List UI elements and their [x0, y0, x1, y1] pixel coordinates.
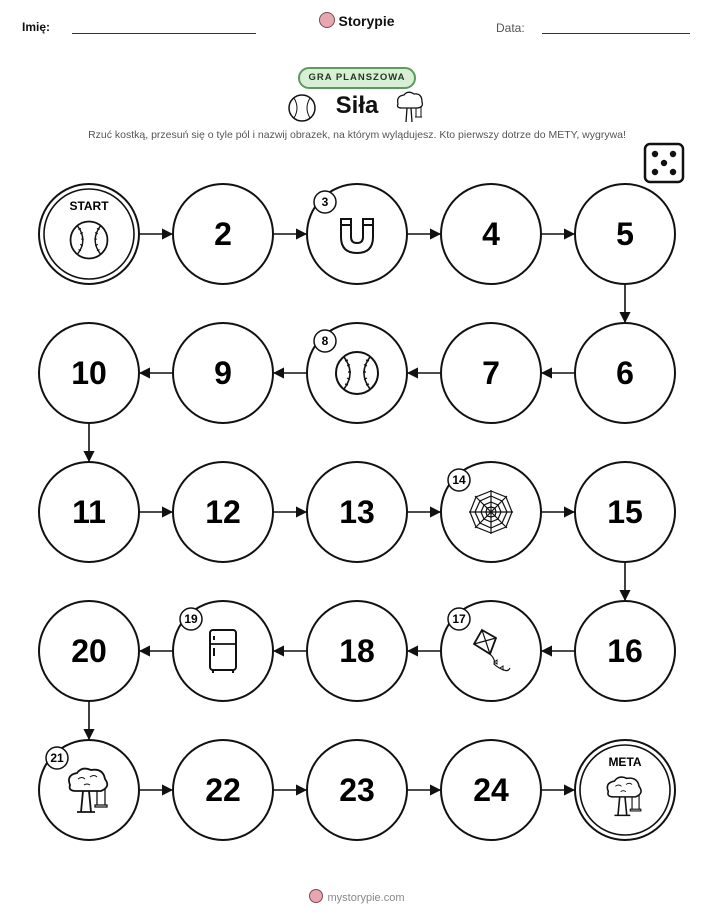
- space-number: 13: [339, 494, 375, 530]
- instructions: Rzuć kostką, przesuń się o tyle pól i nazwij obrazek, na którym wylądujesz. Kto pierwszy dotrze do METY, wygrywa!: [88, 129, 626, 141]
- board-space-22: [173, 740, 273, 840]
- space-number: 5: [616, 216, 634, 252]
- board-space-15: [575, 462, 675, 562]
- fridge-icon: [210, 630, 236, 673]
- board-space-1: [39, 184, 139, 284]
- board-space-17: [441, 601, 541, 701]
- space-number: 7: [482, 355, 500, 391]
- page-title: Siła: [335, 92, 379, 119]
- footer: [0, 889, 714, 904]
- board-space-18: [307, 601, 407, 701]
- space-number: 11: [72, 494, 106, 530]
- start-label: START: [69, 199, 109, 213]
- game-type-badge: GRA PLANSZOWA: [298, 67, 416, 89]
- board-space-16: [575, 601, 675, 701]
- space-number: 22: [205, 772, 241, 808]
- name-label: Imię:: [22, 20, 51, 34]
- board-space-11: [39, 462, 139, 562]
- space-number: 14: [452, 473, 466, 487]
- board-space-14: [441, 462, 541, 562]
- finish-label: META: [608, 755, 642, 769]
- space-number: 16: [607, 633, 643, 669]
- space-number: 2: [214, 216, 232, 252]
- board-space-19: [173, 601, 273, 701]
- board-space-5: [575, 184, 675, 284]
- board-space-25: [575, 740, 675, 840]
- space-number: 6: [616, 355, 634, 391]
- space-number: 15: [607, 494, 643, 530]
- board-space-3: [307, 184, 407, 284]
- space-number: 19: [184, 612, 198, 626]
- space-number: 21: [50, 751, 64, 765]
- board-space-24: [441, 740, 541, 840]
- space-number: 9: [214, 355, 232, 391]
- board-space-8: [307, 323, 407, 423]
- storypie-logo-icon: [309, 889, 323, 903]
- board-space-13: [307, 462, 407, 562]
- board-space-7: [441, 323, 541, 423]
- spider-web-icon: [469, 490, 513, 534]
- board-space-23: [307, 740, 407, 840]
- space-number: 23: [339, 772, 375, 808]
- board-space-20: [39, 601, 139, 701]
- baseball-icon: [71, 222, 108, 259]
- board-space-4: [441, 184, 541, 284]
- board-space-6: [575, 323, 675, 423]
- date-label: Data:: [496, 21, 525, 35]
- space-number: 8: [321, 334, 329, 348]
- board-space-10: [39, 323, 139, 423]
- space-number: 24: [473, 772, 509, 808]
- baseball-icon: [336, 352, 378, 394]
- board-space-9: [173, 323, 273, 423]
- brand-name: Storypie: [338, 13, 395, 29]
- space-number: 20: [71, 633, 107, 669]
- space-number: 18: [339, 633, 375, 669]
- space-number: 3: [321, 195, 329, 209]
- board-space-21: [39, 740, 139, 840]
- board-space-2: [173, 184, 273, 284]
- board-space-12: [173, 462, 273, 562]
- space-number: 4: [482, 216, 500, 252]
- space-number: 17: [452, 612, 466, 626]
- footer-url: mystorypie.com: [327, 892, 405, 904]
- space-number: 12: [205, 494, 241, 530]
- space-number: 10: [71, 355, 107, 391]
